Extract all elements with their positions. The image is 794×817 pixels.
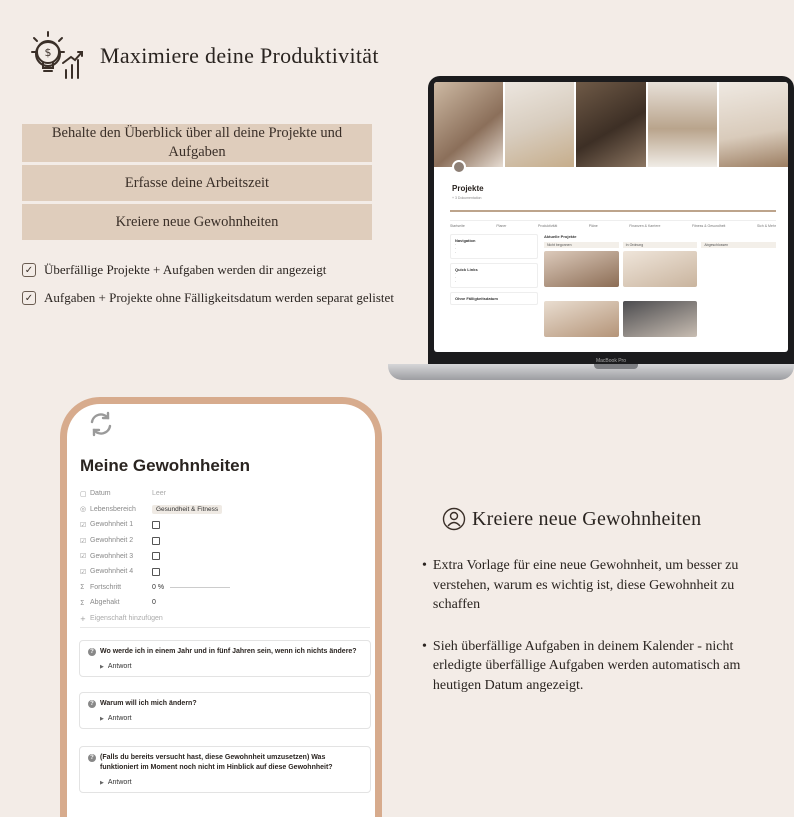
reflection-question[interactable]: ? Wo werde ich in einem Jahr und in fünf Jahren sein, wenn ich nichts ändere? ▶ Antwort	[79, 640, 371, 677]
check-list	[22, 262, 442, 318]
kanban-card[interactable]	[544, 301, 619, 337]
properties-list	[80, 486, 370, 626]
bullet-dot: •	[422, 638, 427, 654]
phone-mockup	[60, 397, 382, 817]
kanban-column: Nicht begonnen	[544, 242, 619, 351]
laptop-notch	[594, 364, 638, 369]
habit-checkbox[interactable]	[152, 552, 160, 560]
property-row[interactable]: ☑ Gewohnheit 2	[80, 533, 370, 549]
screen-nav-item[interactable]: Produktivität	[537, 224, 558, 228]
bullet-item: • Sieh überfällige Aufgaben in deinem Kalender - nicht erledigte überfällige Aufgaben werden automatisch am heutigen Datum angezeigt.	[422, 637, 782, 696]
property-row[interactable]: ☑ Gewohnheit 1	[80, 517, 370, 533]
screen-box-navigation: Navigation · · ·	[450, 234, 538, 259]
check-text: Aufgaben + Projekte ohne Fälligkeitsdatum werden separat gelistet	[44, 290, 394, 305]
laptop-mockup	[388, 76, 794, 384]
screen-divider	[450, 210, 776, 212]
progress-field: 0 %	[152, 584, 230, 591]
laptop-base	[388, 364, 794, 380]
property-row[interactable]: ☑ Gewohnheit 3	[80, 548, 370, 564]
property-row[interactable]: ◎ Lebensbereich Gesundheit & Fitness	[80, 502, 370, 518]
screen-box-quick-links: Quick Links · · ·	[450, 263, 538, 288]
laptop-brand-label: MacBook Pro	[595, 358, 626, 364]
feature-projects: Behalte den Überblick über all deine Projekte und Aufgaben	[22, 124, 372, 162]
cover-photo	[505, 82, 574, 167]
toggle-triangle-icon: ▶	[100, 716, 104, 722]
calendar-icon: ▢	[80, 489, 87, 498]
kanban-card[interactable]	[544, 251, 619, 287]
toggle-triangle-icon: ▶	[100, 664, 104, 670]
kanban-card[interactable]	[623, 251, 698, 287]
laptop-lid	[428, 76, 794, 366]
bullet-item: • Extra Vorlage für eine neue Gewohnheit, um besser zu verstehen, warum es wichtig ist, diese Gewohnheit zu schaffen	[422, 556, 782, 615]
kanban-card[interactable]	[623, 301, 698, 337]
checkbox-icon: ☑	[80, 552, 87, 561]
screen-page-title: Projekte	[452, 184, 484, 193]
formula-icon: Σ	[80, 583, 85, 592]
screen-right-column	[544, 234, 776, 351]
reflection-question[interactable]: ? (Falls du bereits versucht hast, diese Gewohnheit umzusetzen) Was funktioniert im Moment noch nicht im Hinblick auf diese Gewohnheit? ▶ Antwort	[79, 746, 371, 793]
screen-nav-item[interactable]: Fitness & Gesundheit	[691, 224, 726, 228]
habit-checkbox[interactable]	[152, 568, 160, 576]
kanban-board	[544, 242, 776, 351]
property-row[interactable]: ☑ Gewohnheit 4	[80, 564, 370, 580]
person-circle-icon	[442, 507, 466, 531]
checkbox-icon: ☑	[80, 567, 87, 576]
svg-text:$: $	[44, 46, 52, 59]
check-item	[22, 262, 442, 278]
screen-nav-item[interactable]: Finanzen & Karriere	[629, 224, 661, 228]
kanban-column: Abgeschlossen	[701, 242, 776, 351]
screen-page-subtitle: + 3 Dokumentation	[452, 196, 482, 200]
reflection-question[interactable]: ? Warum will ich mich ändern? ▶ Antwort	[79, 692, 371, 729]
screen-nav	[450, 220, 776, 228]
check-text: Überfällige Projekte + Aufgaben werden dir angezeigt	[44, 262, 327, 277]
cover-photo	[648, 82, 717, 167]
screen-left-column	[450, 234, 538, 309]
answer-toggle[interactable]: ▶ Antwort	[100, 715, 132, 722]
habit-checkbox[interactable]	[152, 537, 160, 545]
page-icon	[452, 160, 466, 174]
feature-habits: Kreiere neue Gewohnheiten	[22, 204, 372, 240]
bullet-dot: •	[422, 558, 427, 573]
life-area-tag[interactable]: Gesundheit & Fitness	[152, 505, 222, 514]
property-row[interactable]: Σ Fortschritt 0 %	[80, 580, 370, 596]
habit-checkbox[interactable]	[152, 521, 160, 529]
screen-nav-item[interactable]: Sich & Mehr	[756, 224, 776, 228]
question-icon: ?	[88, 648, 96, 656]
kanban-column: In Ordnung	[623, 242, 698, 351]
cover-photo	[434, 82, 503, 167]
checkbox-icon: ☑	[80, 536, 87, 545]
answer-toggle[interactable]: ▶ Antwort	[100, 663, 132, 670]
cover-photo	[719, 82, 788, 167]
screen-nav-item[interactable]: Pläne	[588, 224, 598, 228]
cover-photo	[576, 82, 645, 167]
answer-toggle[interactable]: ▶ Antwort	[100, 779, 132, 786]
screen-board-title: Aktuelle Projekte	[544, 234, 577, 239]
screen-box-no-due: Ohne Fälligkeitsdatum	[450, 292, 538, 305]
add-property-button[interactable]: + Eigenschaft hinzufügen	[80, 614, 163, 623]
property-row[interactable]: ▢ Datum Leer	[80, 489, 167, 498]
checkbox-checked-icon: ✓	[22, 291, 36, 305]
checkbox-icon: ☑	[80, 520, 87, 529]
toggle-triangle-icon: ▶	[100, 780, 104, 786]
habit-bullets	[422, 556, 782, 717]
lightbulb-growth-icon	[30, 30, 84, 82]
header	[30, 30, 379, 82]
progress-bar	[170, 587, 230, 589]
habit-section-title: Kreiere neue Gewohnheiten	[442, 507, 701, 531]
feature-list	[22, 124, 372, 243]
feature-time-tracking: Erfasse deine Arbeitszeit	[22, 165, 372, 201]
question-icon: ?	[88, 754, 96, 762]
habit-page-title: Meine Gewohnheiten	[80, 456, 251, 475]
divider	[80, 627, 370, 628]
question-icon: ?	[88, 700, 96, 708]
laptop-screen	[434, 82, 788, 352]
cover-photos	[434, 82, 788, 167]
property-row[interactable]: Σ Abgehakt 0	[80, 598, 156, 607]
tag-icon: ◎	[80, 505, 87, 514]
screen-nav-item[interactable]: Startseite	[450, 224, 465, 228]
page-title: Maximiere deine Produktivität	[100, 43, 379, 68]
formula-icon: Σ	[80, 598, 85, 607]
screen-nav-item[interactable]: Planer	[496, 224, 507, 228]
plus-icon: +	[80, 614, 86, 623]
refresh-icon	[87, 410, 115, 438]
check-item	[22, 290, 442, 306]
checkbox-checked-icon: ✓	[22, 263, 36, 277]
